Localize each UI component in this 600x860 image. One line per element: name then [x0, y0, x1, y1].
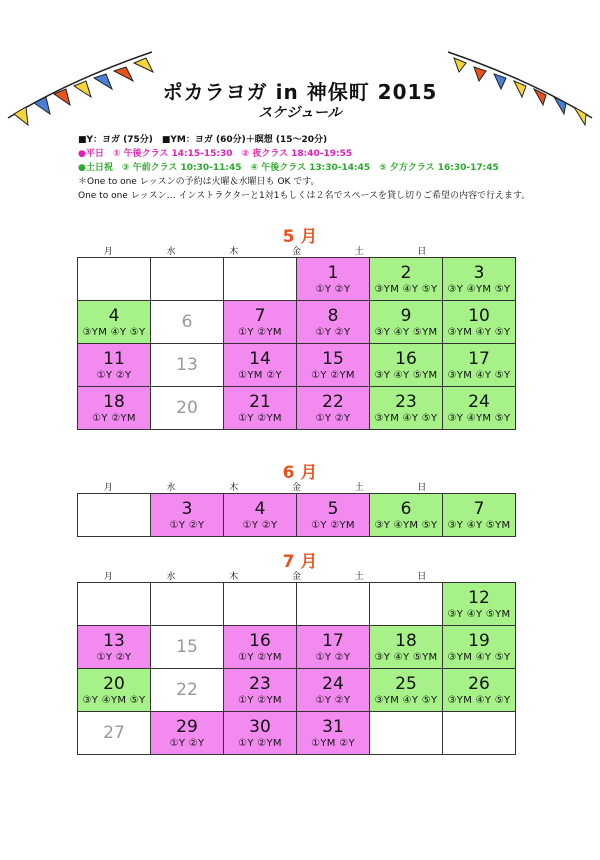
legend-weekday-times: ●平日 ① 午後クラス 14:15-15:30 ② 夜クラス 18:40-19:55 [78, 149, 353, 159]
calendar-grid [77, 493, 516, 537]
calendar-week [78, 301, 516, 344]
day-classes: ③Y ④Y ⑤YM [447, 519, 511, 531]
day-classes: ①Y ②Y [96, 651, 132, 663]
day-number: 16 [395, 348, 417, 369]
calendar-day [224, 669, 297, 712]
day-classes: ①Y ②YM [311, 519, 355, 531]
calendar-day [443, 494, 516, 537]
day-number: 22 [176, 680, 198, 700]
calendar-day [443, 583, 516, 626]
page-title: ポカラヨガ in 神保町 2015 [162, 80, 438, 104]
day-number: 9 [400, 305, 412, 326]
day-classes: ③YM ④Y ⑤Y [374, 694, 438, 706]
calendar-day [151, 344, 224, 387]
day-number: 20 [103, 673, 125, 694]
calendar-day [224, 387, 297, 430]
day-number: 18 [103, 391, 125, 412]
day-number: 13 [103, 630, 125, 651]
calendar-day [151, 494, 224, 537]
calendar-day [443, 301, 516, 344]
day-number: 10 [468, 305, 490, 326]
calendar-day [370, 669, 443, 712]
month-title: 5 月 [282, 227, 318, 247]
day-number: 3 [473, 262, 485, 283]
day-number: 7 [473, 498, 485, 519]
calendar-week [78, 583, 516, 626]
day-classes: ③YM ④Y ⑤Y [82, 326, 146, 338]
day-number: 15 [322, 348, 344, 369]
day-classes: ①Y ②YM [311, 369, 355, 381]
weekday-header [77, 569, 516, 583]
legend-note: ＊One to one レッスンの予約は火曜＆水曜日も OK です。 [78, 177, 320, 187]
month-title: 7 月 [282, 552, 318, 572]
calendar-week [78, 494, 516, 537]
weekday-label: 木 [229, 572, 239, 582]
calendar-day [224, 301, 297, 344]
day-number: 24 [468, 391, 490, 412]
calendar-day [224, 626, 297, 669]
calendar-day [443, 626, 516, 669]
weekday-label: 木 [229, 247, 239, 257]
calendar-day [151, 626, 224, 669]
day-number: 22 [322, 391, 344, 412]
calendar-day [78, 712, 151, 755]
calendar-day [151, 301, 224, 344]
calendar-day [297, 669, 370, 712]
day-classes: ①Y ②YM [238, 326, 282, 338]
day-number: 3 [181, 498, 193, 519]
day-number: 13 [176, 355, 198, 375]
day-classes: ①Y ②Y [169, 519, 205, 531]
calendar-day [78, 494, 151, 537]
day-number: 5 [327, 498, 339, 519]
day-classes: ①Y ②Y [242, 519, 278, 531]
weekday-header [77, 244, 516, 258]
calendar-week [78, 344, 516, 387]
day-number: 7 [254, 305, 266, 326]
calendar-day [78, 344, 151, 387]
weekday-label: 金 [291, 572, 301, 582]
calendar-day [370, 712, 443, 755]
page-subtitle: スケジュール [258, 105, 342, 121]
day-classes: ③Y ④Y ⑤YM [447, 608, 511, 620]
legend [78, 133, 578, 203]
calendar-day [370, 494, 443, 537]
day-number: 20 [176, 398, 198, 418]
day-classes: ①Y ②YM [238, 737, 282, 749]
weekday-label: 日 [417, 572, 427, 582]
calendar-day [370, 387, 443, 430]
day-classes: ①Y ②YM [238, 651, 282, 663]
calendar-day [151, 712, 224, 755]
day-number: 11 [103, 348, 125, 369]
day-number: 24 [322, 673, 344, 694]
calendar-day [224, 344, 297, 387]
day-number: 23 [249, 673, 271, 694]
weekday-label: 木 [229, 483, 239, 493]
day-number: 25 [395, 673, 417, 694]
calendar-day [78, 583, 151, 626]
weekday-label: 金 [291, 483, 301, 493]
day-number: 30 [249, 716, 271, 737]
calendar-day [151, 258, 224, 301]
day-number: 17 [468, 348, 490, 369]
weekday-label: 土 [354, 247, 364, 257]
day-number: 21 [249, 391, 271, 412]
day-classes: ①YM ②Y [238, 369, 282, 381]
weekday-label: 水 [166, 483, 176, 493]
weekday-label: 月 [103, 572, 113, 582]
calendar-day [443, 387, 516, 430]
calendar-day [224, 494, 297, 537]
weekday-label: 水 [166, 247, 176, 257]
day-classes: ③Y ④YM ⑤Y [447, 283, 511, 295]
day-classes: ①Y ②YM [92, 412, 136, 424]
day-classes: ①Y ②Y [315, 694, 351, 706]
day-number: 12 [468, 587, 490, 608]
day-classes: ③YM ④Y ⑤Y [447, 694, 511, 706]
day-classes: ①Y ②Y [315, 283, 351, 295]
calendar-grid [77, 257, 516, 430]
weekday-label: 日 [417, 483, 427, 493]
day-number: 4 [254, 498, 266, 519]
calendar-week [78, 387, 516, 430]
legend-class-types: ■Y：ヨガ (75分) ■YM：ヨガ (60分)＋瞑想 (15〜20分) [78, 135, 328, 145]
day-classes: ①Y ②Y [96, 369, 132, 381]
day-number: 8 [327, 305, 339, 326]
day-classes: ①Y ②YM [238, 412, 282, 424]
day-classes: ①Y ②YM [238, 694, 282, 706]
day-classes: ①Y ②Y [315, 326, 351, 338]
day-classes: ③Y ④Y ⑤YM [374, 651, 438, 663]
legend-one-to-one: One to one レッスン… インストラクターと1対1もしくは２名でスペースを貸し切りご希望の内容で行えます。 [78, 191, 531, 201]
day-classes: ③YM ④Y ⑤Y [447, 369, 511, 381]
day-number: 31 [322, 716, 344, 737]
day-classes: ①Y ②Y [315, 412, 351, 424]
calendar-day [78, 669, 151, 712]
calendar-day [78, 387, 151, 430]
calendar-day [443, 669, 516, 712]
calendar-day [370, 258, 443, 301]
day-classes: ③Y ④Y ⑤YM [374, 369, 438, 381]
weekday-label: 月 [103, 483, 113, 493]
calendar-day [370, 583, 443, 626]
weekday-label: 水 [166, 572, 176, 582]
calendar-week [78, 669, 516, 712]
day-classes: ③Y ④Y ⑤YM [374, 326, 438, 338]
month-title: 6 月 [282, 463, 318, 483]
day-number: 29 [176, 716, 198, 737]
day-classes: ③Y ④YM ⑤Y [374, 519, 438, 531]
weekday-label: 月 [103, 247, 113, 257]
day-number: 16 [249, 630, 271, 651]
day-number: 1 [327, 262, 339, 283]
calendar-day [443, 712, 516, 755]
day-classes: ③YM ④Y ⑤Y [447, 651, 511, 663]
weekday-label: 金 [291, 247, 301, 257]
calendar-day [224, 258, 297, 301]
weekday-label: 日 [417, 247, 427, 257]
calendar-day [443, 258, 516, 301]
weekday-label: 土 [354, 572, 364, 582]
calendar-day [297, 258, 370, 301]
calendar-day [297, 387, 370, 430]
calendar-day [297, 712, 370, 755]
day-classes: ①YM ②Y [311, 737, 355, 749]
day-number: 27 [103, 723, 125, 743]
calendar-day [151, 669, 224, 712]
calendar-day [443, 344, 516, 387]
calendar-week [78, 258, 516, 301]
calendar-day [297, 583, 370, 626]
day-number: 2 [400, 262, 412, 283]
calendar-day [151, 387, 224, 430]
calendar-day [78, 258, 151, 301]
day-classes: ③YM ④Y ⑤Y [374, 412, 438, 424]
calendar-day [297, 626, 370, 669]
calendar-day [78, 301, 151, 344]
calendar-day [370, 626, 443, 669]
weekday-header [77, 480, 516, 494]
calendar-day [297, 344, 370, 387]
day-number: 18 [395, 630, 417, 651]
calendar-day [370, 344, 443, 387]
day-number: 14 [249, 348, 271, 369]
calendar-week [78, 712, 516, 755]
weekday-label: 土 [354, 483, 364, 493]
calendar-day [224, 583, 297, 626]
day-number: 15 [176, 637, 198, 657]
day-number: 26 [468, 673, 490, 694]
day-classes: ③YM ④Y ⑤Y [447, 326, 511, 338]
day-classes: ①Y ②Y [169, 737, 205, 749]
day-classes: ①Y ②Y [315, 651, 351, 663]
calendar-day [297, 301, 370, 344]
day-number: 4 [108, 305, 120, 326]
calendar-day [78, 626, 151, 669]
day-number: 6 [400, 498, 412, 519]
calendar-day [297, 494, 370, 537]
calendar-day [224, 712, 297, 755]
calendar-week [78, 626, 516, 669]
day-classes: ③Y ④YM ⑤Y [447, 412, 511, 424]
day-number: 23 [395, 391, 417, 412]
legend-weekend-times: ●土日祝 ③ 午前クラス 10:30-11:45 ④ 午後クラス 13:30-14:45 ⑤ 夕方クラス 16:30-17:45 [78, 163, 499, 173]
calendar-day [151, 583, 224, 626]
day-number: 17 [322, 630, 344, 651]
day-number: 6 [181, 312, 193, 332]
day-number: 19 [468, 630, 490, 651]
calendar-day [370, 301, 443, 344]
calendar-grid [77, 582, 516, 755]
day-classes: ③YM ④Y ⑤Y [374, 283, 438, 295]
day-classes: ③Y ④YM ⑤Y [82, 694, 146, 706]
